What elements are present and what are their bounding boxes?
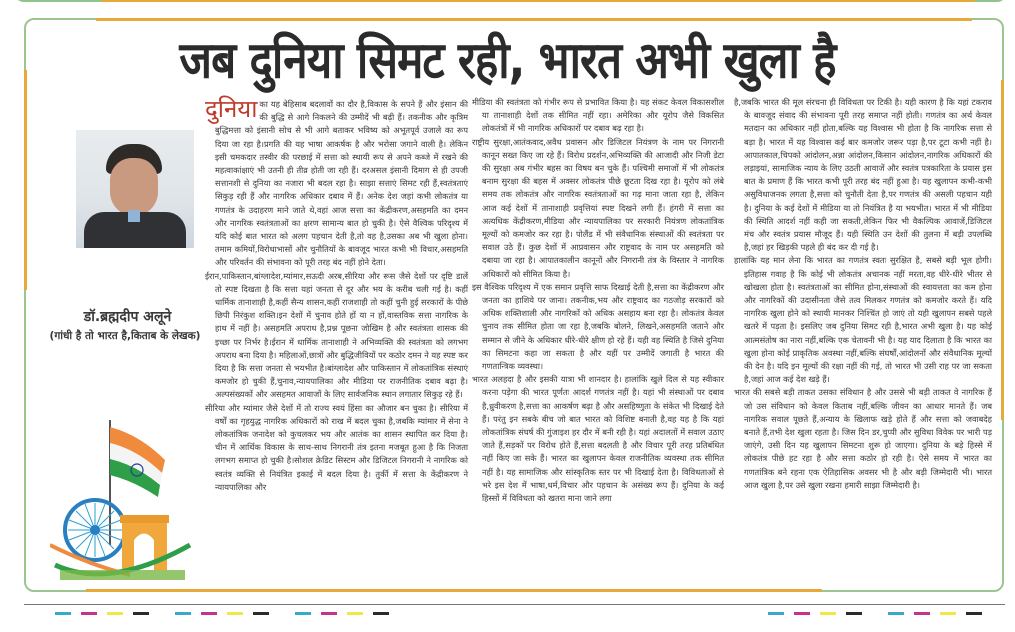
frame-gold-accent-left [24,70,27,290]
black-mark [133,612,149,615]
paragraph: भारत की सबसे बड़ी ताकत उसका संविधान है और उससे भी बड़ी ताकत वे नागरिक हैं जो उस संविधान को केवल किताब नहीं,बल्कि जीवन का आधार मानते हैं। जब नागरिक सवाल पूछते हैं,अन्याय के खिलाफ खड़े होते हैं और सत्ता को जवाबदेह बनाते हैं,तभी देश खुला रहता है। जिस दिन डर,चुप्पी और सुविधा विवेक पर भारी पड़ जाएंगे, उसी दिन यह खुलापन सिमटना शुरू हो जाएगा। दुनिया के बड़े हिस्से में लोकतंत्र पीछे हट रहा है और सत्ता कठोर हो रही है। ऐसे समय में भारत का गणतांत्रिक बने रहना एक ऐतिहासिक अवसर भी है और बड़ी जिम्मेदारी भी। भारत आज खुला है,पर उसे खुला रखना हमारी साझा जिम्मेदारी है। [734,387,992,490]
paragraph: ईरान,पाकिस्तान,बांग्लादेश,म्यांमार,सऊदी अरब,सीरिया और रूस जैसे देशों पर दृष्टि डालें तो स्पष्ट दिखता है कि सत्ता यहां जनता से दूर और भय के करीब चली गई है। कहीं धार्मिक तानाशाही है,कहीं सैन्य शासन,कहीं राजशाही तो कहीं चुनी हुई सरकारों के पीछे छिपी निरंकुश शक्ति।इन देशों में चुनाव होते हों या न हों,वास्तविक सत्ता नागरिक के हाथ में नहीं है। असहमति अपराध है,प्रश्न पूछना जोखिम है और स्वतंत्रता शासक की इच्छा पर निर्भर है।ईरान में धार्मिक तानाशाही ने अभिव्यक्ति की स्वतंत्रता को लगभग अपराध बना दिया है। महिलाओं,छात्रों और बुद्धिजीवियों पर कठोर दमन ने यह स्पष्ट कर दिया है कि सत्ता जनता से भयभीत है।बांग्लादेश और पाकिस्तान में लोकतांत्रिक संस्थाएं कमजोर हो चुकी हैं,चुनाव,न्यायपालिका और मीडिया पर राजनीतिक दबाव बढ़ा है। अल्पसंख्यकों और असहमत आवाजों के लिए सार्वजनिक स्थान लगातार सिकुड़ रहे हैं। [205,270,468,400]
author-photo [76,130,194,248]
photo-face [110,158,158,216]
paragraph: मीडिया की स्वतंत्रता को गंभीर रूप से प्रभावित किया है। यह संकट केवल विकासशील या तानाशाही देशों तक सीमित नहीं रहा। अमेरिका और यूरोप जैसे विकसित लोकतंत्रों में भी नागरिक अधिकारों पर दबाव बढ़ रहा है। [472,97,724,134]
yellow-mark [107,612,123,615]
paragraph: इस वैश्विक परिदृश्य में एक समान प्रवृत्ति साफ दिखाई देती है,सत्ता का केंद्रीकरण और जनता का हाशिये पर जाना। तकनीक,भय और राष्ट्रवाद का गठजोड़ सरकारों को अधिक शक्तिशाली और नागरिकों को अधिक असहाय बना रहा है। लोकतंत्र केवल चुनाव तक सीमित होता जा रहा है,जबकि बोलने, लिखने,असहमति जताने और सम्मान से जीने के अधिकार धीरे-धीरे क्षीण हो रहे हैं। यही वह स्थिति है जिसे दुनिया का सिमटना कहा जा सकता है और यहीं पर उम्मीदें जगाती है भारत की गणतान्त्रिक व्यवस्था। [472,281,724,372]
cyan-mark [295,612,311,615]
black-mark [966,612,982,615]
cyan-mark [55,612,71,615]
yellow-mark [227,612,243,615]
article-headline: जब दुनिया सिमट रही, भारत अभी खुला है [179,31,836,91]
yellow-mark [820,612,836,615]
article-column-2 [472,96,724,505]
paragraph: का यह बेहिसाब बदलावों का दौर है,विकास के सपने हैं और इंसान की की बुद्धि से आगे निकलने की उम्मीदें भी बढ़ी हैं। तकनीक और कृत्रिम बुद्धिमत्ता को इंसानी सोच से भी आगे बताकर भविष्य को अभूतपूर्व उजाले का रूप दिया जा रहा है।प्रगति की यह भाषा आकर्षक है और भरोसा जगाने वाली है। लेकिन इसी चमकदार तस्वीर की परछाई में सत्ता को स्थायी रूप से अपने कब्जे में रखने की महत्वाकांक्षाएं भी उतनी ही तीव्र होती जा रही हैं। दरअसल इंसानी दिमाग से ही उपजी सत्तानशी से दुनिया का नजारा भी बदल रहा है। साझा सत्ताएं सिमट रही हैं,स्वतंत्रताएं सिकुड़ रही हैं और नागरिक अधिकार दबाव में हैं। अनेक देश जहां कभी लोकतंत्र या गणतंत्र के उदाहरण माने जाते थे,वहां आज सत्ता का केंद्रीकरण,असहमति का दमन और नागरिक स्वतंत्रताओं का क्षरण सामान्य बात हो चुकी है। ऐसे वैश्विक परिदृश्य में यदि कोई बात भारत को अलग पहचान देती है,तो वह है,उसका अब भी खुला होना। तमाम कमियों,विरोधाभासों और चुनौतियों के बावजूद भारत कभी भी विचार,असहमति और परिवर्तन की संभावना को पूरी तरह बंद नहीं होने देता। [215,99,468,268]
page-bottom-rule [24,604,1005,605]
print-registration-marks [295,612,389,616]
frame-gold-accent-top [96,18,972,21]
author-description: (गांधी है तो भारत है,किताब के लेखक) [49,330,201,342]
black-mark [373,612,389,615]
magenta-mark [794,612,810,615]
paragraph: राष्ट्रीय सुरक्षा,आतंकवाद,अवैध प्रवासन और डिजिटल नियंत्रण के नाम पर निगरानी कानून सख्त किए जा रहे हैं। विरोध प्रदर्शन,अभिव्यक्ति की आजादी और निजी डेटा की सुरक्षा अब गंभीर बहस का विषय बन चुके हैं। पश्चिमी समाजों में भी लोकतंत्र बनाम सुरक्षा की बहस में अक्सर लोकतंत्र पीछे छूटता दिख रहा है। यूरोप को लंबे समय तक लोकतंत्र और नागरिक स्वतंत्रताओं का गढ़ माना जाता रहा है, लेकिन आज कई देशों में तानाशाही प्रवृत्तियां स्पष्ट दिखने लगी हैं। हंगरी में सत्ता का अत्यधिक केंद्रीकरण,मीडिया और न्यायपालिका पर सरकारी नियंत्रण लोकतांत्रिक मूल्यों को कमजोर कर रहा है। पोलैंड में भी संवैधानिक संस्थाओं की स्वतंत्रता पर सवाल उठे हैं। कुछ देशों में आप्रवासन और राष्ट्रवाद के नाम पर असहमति को दबाया जा रहा है। आपातकालीन कानूनों और निगरानी तंत्र के विस्तार ने नागरिक अधिकारों को सीमित किया है। [472,136,724,279]
previous-article-frame-edge [14,0,1007,2]
flag-india-gate-illustration [50,415,200,590]
print-registration-marks [888,612,982,616]
print-registration-marks [55,612,149,616]
author-name: डॉ.ब्रह्मदीप अलूने [83,309,172,325]
black-mark [846,612,862,615]
cyan-mark [768,612,784,615]
print-registration-marks [768,612,862,616]
black-mark [253,612,269,615]
magenta-mark [914,612,930,615]
yellow-mark [347,612,363,615]
dropcap-word: दुनिया [205,95,258,123]
magenta-mark [81,612,97,615]
paragraph: सीरिया और म्यांमार जैसे देशों में तो राज्य स्वयं हिंसा का औजार बन चुका है। सीरिया में वर्षों का गृहयुद्ध नागरिक अधिकारों को राख में बदल चुका है,जबकि म्यांमार में सेना ने लोकतांत्रिक जनादेश को कुचलकर भय और आतंक का शासन स्थापित कर दिया है। चीन में आर्थिक विकास के साथ-साथ निगरानी तंत्र इतना मजबूत हुआ है कि निजता लगभग समाप्त हो चुकी है।सोशल क्रेडिट सिस्टम और डिजिटल निगरानी ने नागरिक को स्वतंत्र व्यक्ति से नियंत्रित इकाई में बदल दिया है। तुर्की में सत्ता के केंद्रीकरण ने न्यायपालिका और [205,402,468,492]
paragraph: हालांकि यह मान लेना कि भारत का गणतंत्र स्वतः सुरक्षित है, सबसे बड़ी भूल होगी। इतिहास गवाह है कि कोई भी लोकतंत्र अचानक नहीं मरता,वह धीरे-धीरे भीतर से खोखला होता है। स्वतंत्रताओं का सीमित होना,संस्थाओं की स्वायत्तता का कम होना और नागरिकों की उदासीनता जैसे तत्व मिलकर गणतंत्र को कमजोर करते हैं। यदि नागरिक खुला होने को स्थायी मानकर निश्चिंत हो जाएं तो यही खुलापन सबसे पहले खतरे में पड़ता है। इसलिए जब दुनिया सिमट रही है,भारत अभी खुला है। यह कोई आत्मसंतोष का नारा नहीं,बल्कि एक चेतावनी भी है। यह याद दिलाता है कि भारत का खुला होना कोई प्राकृतिक अवस्था नहीं,बल्कि संघर्षों,आंदोलनों और संवैधानिक मूल्यों की देन है। यदि इन मूल्यों की रक्षा नहीं की गई, तो भारत भी उसी राह पर जा सकता है,जहां आज कई देश खड़े हैं। [734,255,992,385]
magenta-mark [201,612,217,615]
cyan-mark [888,612,904,615]
photo-collar [128,210,140,222]
cyan-mark [175,612,191,615]
article-column-3 [734,96,992,492]
magenta-mark [321,612,337,615]
paragraph: है,जबकि भारत की मूल संरचना ही विविधता पर टिकी है। यही कारण है कि यहां टकराव के बावजूद संवाद की संभावना पूरी तरह समाप्त नहीं होती। गणतंत्र का अर्थ केवल मतदान का अधिकार नहीं होता,बल्कि यह विश्वास भी होता है कि नागरिक सत्ता से बड़ा है। भारत में यह विश्वास कई बार कमजोर जरूर पड़ा है,पर टूटा कभी नहीं है। आपातकाल,चिपको आंदोलन,अन्ना आंदोलन,किसान आंदोलन,नागरिक अधिकारों की लड़ाइयां, सामाजिक न्याय के लिए उठती आवाजें और स्वतंत्र पत्रकारिता के प्रयास इस बात के प्रमाण हैं कि भारत कभी पूरी तरह बंद नहीं हुआ है। यह खुलापन कभी-कभी असुविधाजनक लगता है,सत्ता को चुनौती देता है,पर गणतंत्र की असली पहचान यही है। दुनिया के कई देशों में मीडिया या तो नियंत्रित है या भयभीत। भारत में भी मीडिया की स्थिति आदर्श नहीं कही जा सकती,लेकिन फिर भी वैकल्पिक आवाजें,डिजिटल मंच और स्वतंत्र प्रयास मौजूद हैं। यही स्थिति उन देशों की तुलना में बड़ी उपलब्धि है,जहां हर खिड़की पहले ही बंद कर दी गई है। [734,97,992,253]
yellow-mark [940,612,956,615]
grass-base [60,570,185,580]
author-column [40,95,200,585]
article-column-1 [205,95,468,494]
paragraph: भारत अलहदा है और इसकी यात्रा भी शानदार है। हालांकि खुले दिल से यह स्वीकार करना पड़ेगा की भारत पूर्णतः आदर्श गणतंत्र नहीं है। यहां भी संस्थाओं पर दबाव है,ध्रुवीकरण है,सत्ता का आकर्षण बढ़ा है और असहिष्णुता के संकेत भी दिखाई देते हैं। परंतु इन सबके बीच जो बात भारत को विशिष्ट बनाती है,वह यह है कि यहां लोकतांत्रिक संघर्ष की गुंजाइश हर दौर में बनी रही है। यहां अदालतों में सवाल उठाए जाते हैं,सड़कों पर विरोध होते हैं,सत्ता बदलती है और विचार पूरी तरह प्रतिबंधित नहीं किए जा सके हैं। भारत का खुलापन केवल राजनीतिक व्यवस्था तक सीमित नहीं है। यह सामाजिक और सांस्कृतिक स्तर पर भी दिखाई देता है। विविधताओं से भरे इस देश में भाषा,धर्म,विचार और पहचान के असंख्य रूप हैं। दुनिया के कई हिस्सों में विविधता को खतरा माना जाने लगा [472,374,724,504]
print-registration-marks [175,612,269,616]
frame-gold-accent-right [1001,80,1004,420]
